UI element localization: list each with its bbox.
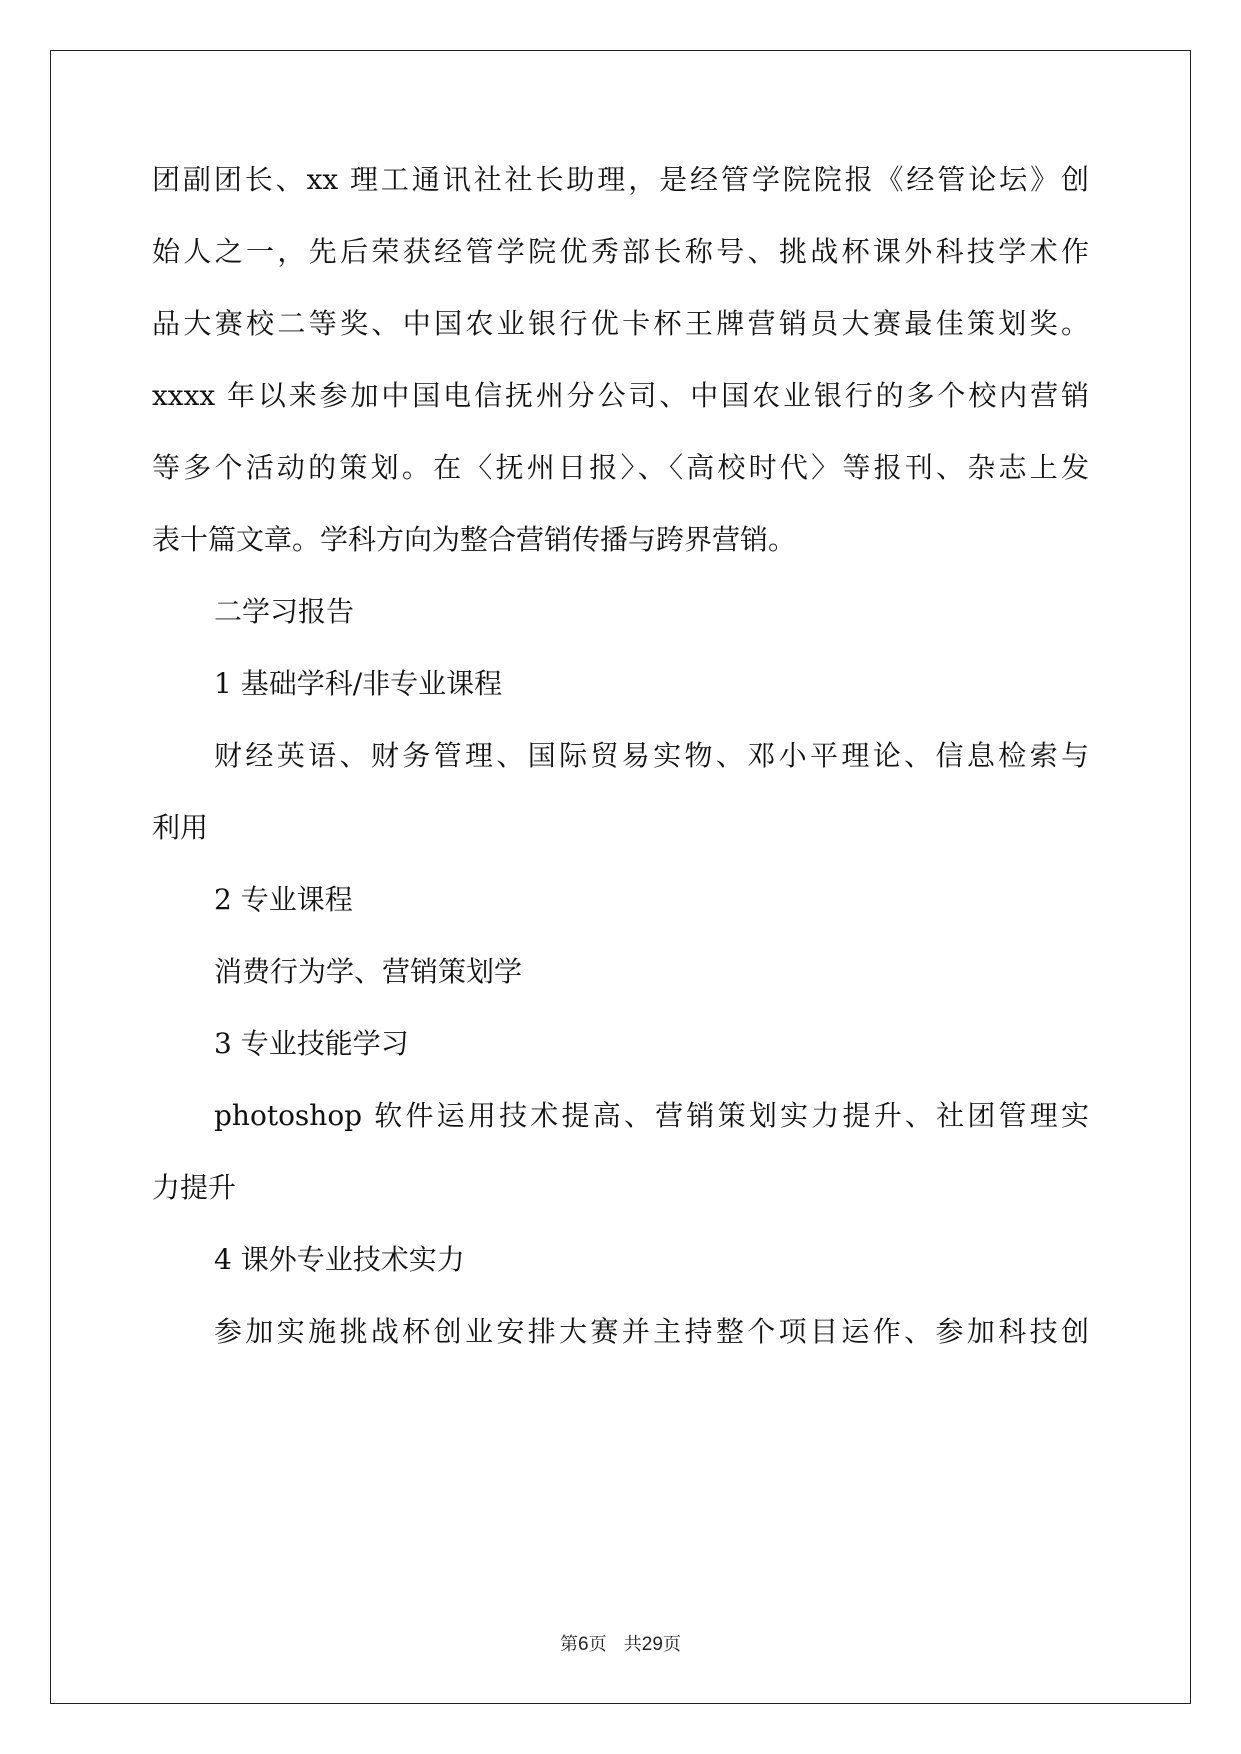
text-line: 表十篇文章。学科方向为整合营销传播与跨界营销。 [152,523,797,556]
text-line: 参加实施挑战杯创业安排大赛并主持整个项目运作、参加科技创 [214,1315,1089,1348]
section-heading: 二学习报告 [214,595,355,628]
text-line: 利用 [152,811,209,844]
text-line: 等多个活动的策划。在〈抚州日报〉、〈高校时代〉等报刊、杂志上发 [152,451,1089,484]
text-line: xxxx 年以来参加中国电信抚州分公司、中国农业银行的多个校内营销 [152,379,1089,412]
text-line: 团副团长、xx 理工通讯社社长助理，是经管学院院报《经管论坛》创 [152,163,1089,196]
text-line: 力提升 [152,1171,237,1204]
subsection-heading: 3 专业技能学习 [214,1027,409,1060]
text-line: 消费行为学、营销策划学 [214,955,523,988]
text-line: 品大赛校二等奖、中国农业银行优卡杯王牌营销员大赛最佳策划奖。 [152,307,1089,340]
subsection-heading: 2 专业课程 [214,883,353,916]
page-border [50,50,1191,1704]
total-pages-number: 29 [641,1634,663,1655]
current-page-number: 6 [578,1634,589,1655]
footer-page-unit: 页 [588,1634,607,1655]
subsection-heading: 1 基础学科/非专业课程 [214,667,503,700]
subsection-heading: 4 课外专业技术实力 [214,1243,465,1276]
text-line: 财经英语、财务管理、国际贸易实物、邓小平理论、信息检索与 [214,739,1089,772]
footer-prefix: 第 [560,1634,579,1655]
page-footer [0,1633,1241,1657]
text-line: 始人之一，先后荣获经管学院优秀部长称号、挑战杯课外科技学术作 [152,235,1089,268]
text-line: photoshop 软件运用技术提高、营销策划实力提升、社团管理实 [214,1099,1089,1132]
footer-total-prefix: 共 [623,1634,642,1655]
footer-total-unit: 页 [662,1634,681,1655]
